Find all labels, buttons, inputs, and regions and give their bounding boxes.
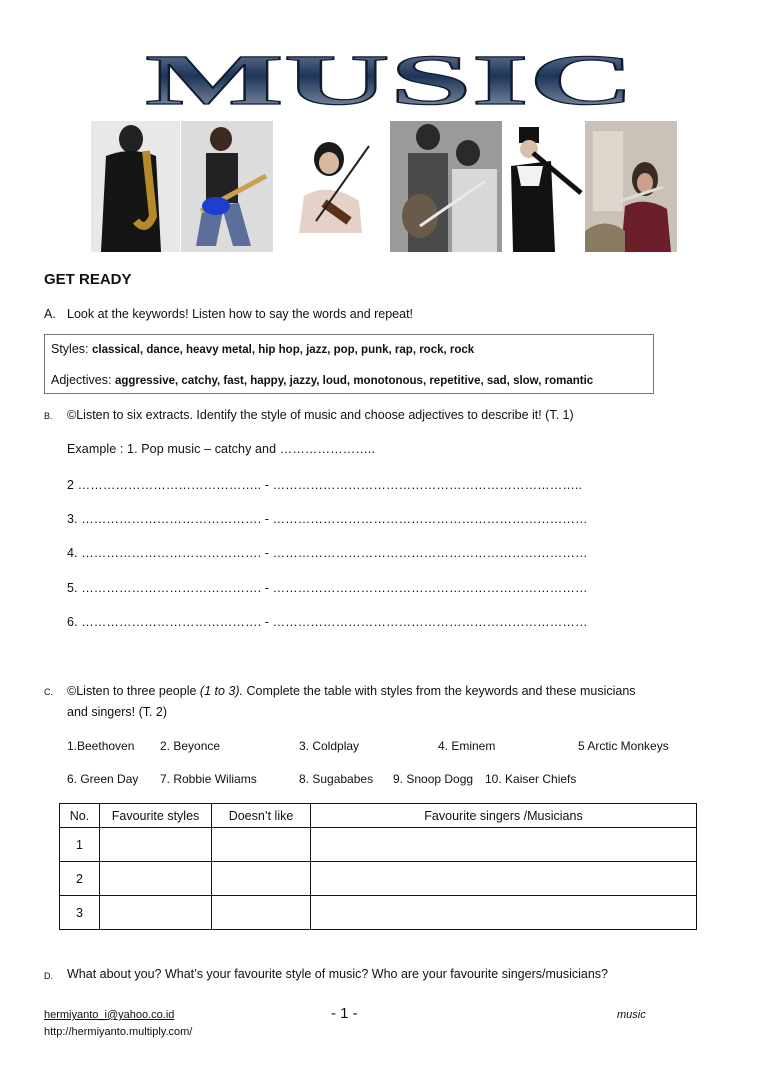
doesnt-like-cell[interactable] [212, 896, 311, 930]
musician-item: 1.Beethoven [67, 739, 135, 753]
section-c-instruction-line2: and singers! (T. 2) [67, 705, 168, 719]
section-a-letter: A. [44, 307, 56, 321]
flute-player-photo [585, 121, 677, 252]
adjectives-row [51, 373, 593, 387]
favourite-singers-cell[interactable] [311, 828, 697, 862]
favourite-singers-cell[interactable] [311, 896, 697, 930]
section-a-instruction: Look at the keywords! Listen how to say the words and repeat! [67, 307, 414, 321]
row-number: 2 [60, 862, 100, 896]
keywords-box [44, 334, 654, 394]
footer-email-link[interactable]: hermiyanto_i@yahoo.co.id [44, 1009, 175, 1021]
section-d-question: What about you? What’s your favourite style of music? Who are your favourite singers/musicians? [67, 967, 608, 981]
music-title-logo [140, 48, 640, 110]
adjectives-label: Adjectives: [51, 373, 112, 387]
musician-item: 7. Robbie Wiliams [160, 772, 257, 786]
musician-item: 5 Arctic Monkeys [578, 739, 669, 753]
doesnt-like-cell[interactable] [212, 828, 311, 862]
answer-line: 3. ……………………………………. - ………………………………………………………………… [67, 512, 588, 526]
musician-item: 4. Eminem [438, 739, 496, 753]
section-b-instruction: ©Listen to six extracts. Identify the style of music and choose adjectives to describe it! (T. 1) [67, 408, 574, 422]
musician-item: 10. Kaiser Chiefs [485, 772, 577, 786]
violinist-photo [274, 121, 384, 252]
musician-item: 8. Sugababes [299, 772, 374, 786]
example-line: Example : 1. Pop music – catchy and ………………….. [67, 442, 376, 456]
styles-label: Styles: [51, 342, 89, 356]
footer-label: music [617, 1009, 646, 1021]
header-favourite-styles: Favourite styles [100, 804, 212, 828]
answer-line: 4. ……………………………………. - ………………………………………………………………… [67, 546, 588, 560]
table-row [60, 828, 697, 862]
table-row [60, 896, 697, 930]
doesnt-like-cell[interactable] [212, 862, 311, 896]
musician-item: 9. Snoop Dogg [393, 772, 474, 786]
row-number: 1 [60, 828, 100, 862]
answer-line: 5. ……………………………………. - ………………………………………………………………… [67, 581, 588, 595]
table-row [60, 862, 697, 896]
styles-row [51, 342, 474, 356]
get-ready-heading: GET READY [44, 271, 132, 288]
favourite-singers-cell[interactable] [311, 862, 697, 896]
answer-line: 6. ……………………………………. - ………………………………………………………………… [67, 615, 588, 629]
title-text: MUSIC [145, 48, 635, 110]
section-d-letter: D. [44, 971, 53, 981]
styles-list: classical, dance, heavy metal, hip hop, jazz, pop, punk, rap, rock, rock [92, 344, 475, 356]
row-number: 3 [60, 896, 100, 930]
saxophone-player-photo [91, 121, 180, 252]
answers-table [59, 803, 697, 930]
section-b-letter: B. [44, 411, 53, 421]
clarinet-player-photo [503, 121, 583, 252]
header-doesnt-like: Doesn’t like [212, 804, 311, 828]
favourite-styles-cell[interactable] [100, 862, 212, 896]
table-header-row [60, 804, 697, 828]
answer-line: 2 …………………………………….. - ……………………………………………………………….. [67, 478, 583, 492]
adjectives-list: aggressive, catchy, fast, happy, jazzy, loud, monotonous, repetitive, sad, slow, romantic [114, 375, 594, 387]
page-number: - 1 - [331, 1005, 358, 1022]
musician-item: 6. Green Day [67, 772, 139, 786]
musician-item: 3. Coldplay [299, 739, 360, 753]
section-c-letter: C. [44, 687, 53, 697]
guitar-flute-players-photo [390, 121, 502, 252]
favourite-styles-cell[interactable] [100, 896, 212, 930]
header-favourite-singers: Favourite singers /Musicians [311, 804, 697, 828]
guitarist-photo [181, 121, 273, 252]
footer-url-link[interactable]: http://hermiyanto.multiply.com/ [44, 1026, 193, 1038]
musician-item: 2. Beyonce [160, 739, 221, 753]
header-no: No. [60, 804, 100, 828]
section-c-instruction: ©Listen to three people (1 to 3). Complete the table with styles from the keywords and these musicians [67, 684, 636, 698]
favourite-styles-cell[interactable] [100, 828, 212, 862]
